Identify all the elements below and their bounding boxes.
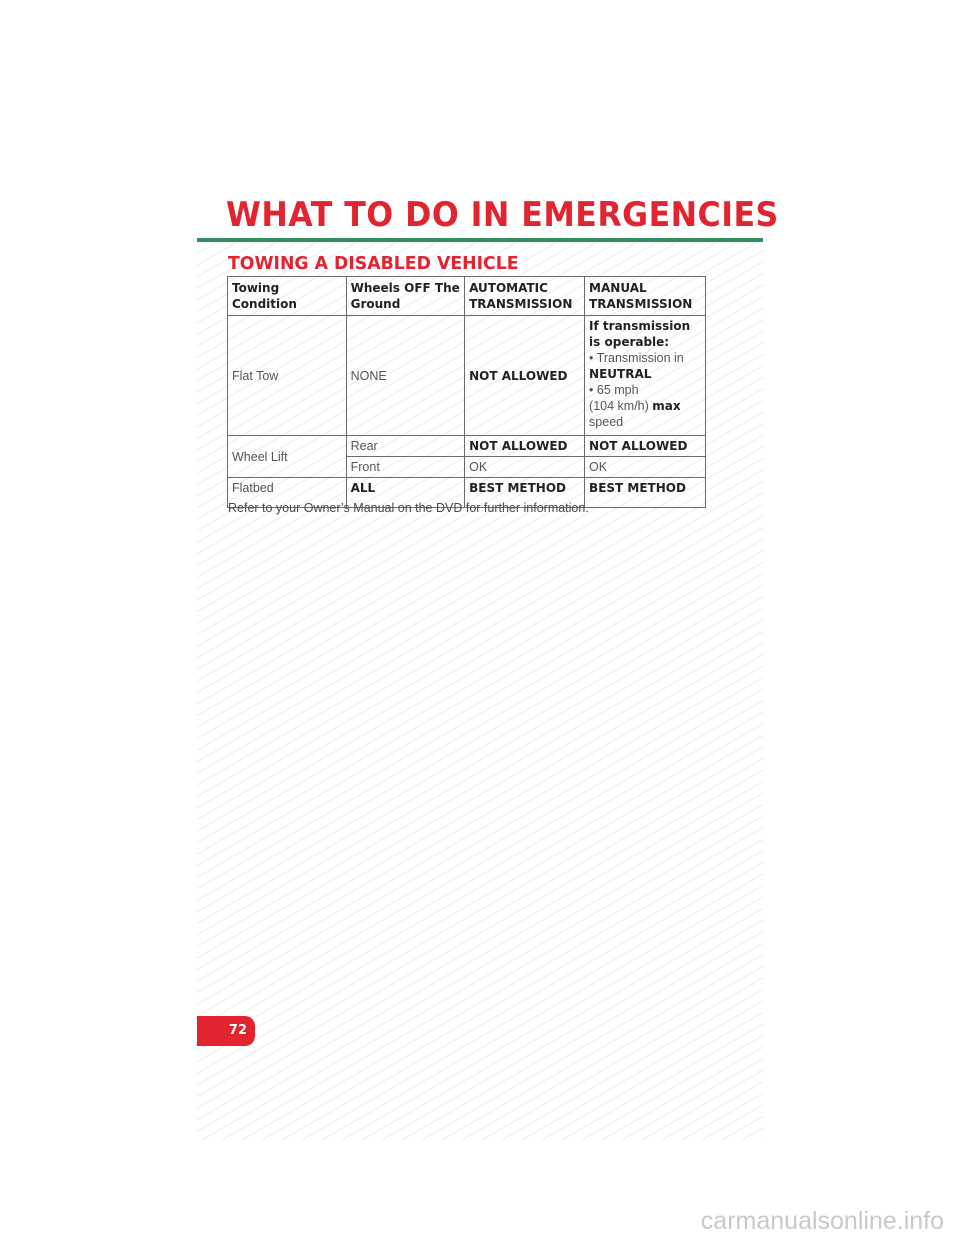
header-wheels-off-ground bbox=[346, 277, 465, 316]
cell-condition: Wheel Lift bbox=[228, 436, 347, 478]
watermark: carmanualsonline.info bbox=[700, 1207, 944, 1235]
cell-wheels: ALL bbox=[346, 478, 465, 508]
cell-wheels: Rear bbox=[346, 436, 465, 457]
manual-item-strong: max bbox=[652, 399, 681, 413]
header-automatic-transmission bbox=[465, 277, 585, 316]
cell-wheels: Front bbox=[346, 457, 465, 478]
section-title: WHAT TO DO IN EMERGENCIES bbox=[226, 195, 779, 235]
manual-item-value: NEUTRAL bbox=[589, 367, 652, 381]
cell-wheels: NONE bbox=[346, 316, 465, 436]
header-towing-condition bbox=[228, 277, 347, 316]
header-text: MANUAL bbox=[589, 281, 647, 295]
cell-auto: NOT ALLOWED bbox=[465, 436, 585, 457]
table-row-flat-tow bbox=[228, 316, 706, 436]
header-text: Wheels OFF The bbox=[350, 281, 460, 295]
header-text: TRANSMISSION bbox=[589, 297, 693, 311]
cell-manual: OK bbox=[585, 457, 706, 478]
header-manual-transmission bbox=[585, 277, 706, 316]
cell-manual: NOT ALLOWED bbox=[585, 436, 706, 457]
table-header-row bbox=[228, 277, 706, 316]
manual-item: • Transmission in bbox=[589, 351, 684, 365]
cell-manual bbox=[585, 316, 706, 436]
cell-auto: NOT ALLOWED bbox=[465, 316, 585, 436]
header-text: Condition bbox=[232, 297, 297, 311]
header-rule bbox=[197, 238, 763, 242]
cell-auto: OK bbox=[465, 457, 585, 478]
manual-condition: If transmission bbox=[589, 319, 691, 333]
table-row-wheel-lift-rear bbox=[228, 436, 706, 457]
manual-item-detail: (104 km/h) bbox=[589, 399, 649, 413]
page-number: 72 bbox=[197, 1016, 255, 1046]
cell-manual: BEST METHOD bbox=[585, 478, 706, 508]
manual-item-end: speed bbox=[589, 415, 624, 429]
header-text: TRANSMISSION bbox=[469, 297, 573, 311]
towing-table bbox=[227, 276, 706, 508]
footer-note: Refer to your Owner’s Manual on the DVD for further information. bbox=[228, 501, 589, 515]
cell-condition: Flatbed bbox=[228, 478, 347, 508]
header-text: Towing bbox=[232, 281, 280, 295]
cell-condition: Flat Tow bbox=[228, 316, 347, 436]
manual-item: • 65 mph bbox=[589, 383, 639, 397]
header-text: Ground bbox=[350, 297, 401, 311]
cell-auto: BEST METHOD bbox=[465, 478, 585, 508]
subheading: TOWING A DISABLED VEHICLE bbox=[228, 253, 519, 274]
manual-condition: is operable: bbox=[589, 335, 670, 349]
header-text: AUTOMATIC bbox=[469, 281, 548, 295]
